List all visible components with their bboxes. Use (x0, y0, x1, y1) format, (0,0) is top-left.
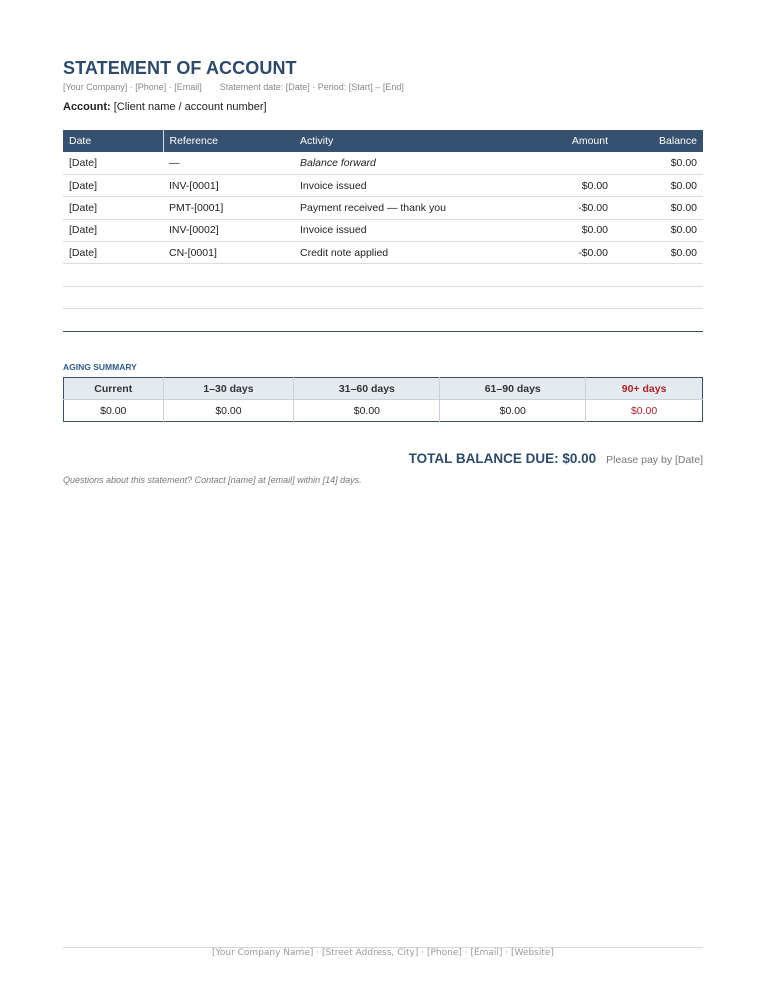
aging-col-31-60: 31–60 days (294, 378, 440, 400)
account-line (63, 101, 267, 113)
ledger-header-row (63, 130, 703, 152)
table-row (63, 152, 703, 174)
aging-value-90-plus: $0.00 (586, 400, 703, 422)
cell-reference: INV-[0002] (163, 219, 294, 241)
empty-row (63, 286, 703, 308)
cell-reference: INV-[0001] (163, 174, 294, 196)
cell-amount: -$0.00 (524, 197, 614, 219)
page-footer: [Your Company Name] · [Street Address, City] · [Phone] · [Email] · [Website] (212, 948, 554, 958)
cell-activity: Invoice issued (294, 219, 524, 241)
cell-activity: Balance forward (294, 152, 524, 174)
table-row (63, 197, 703, 219)
table-row (63, 174, 703, 196)
contact-note: Questions about this statement? Contact [name] at [email] within [14] days. (63, 475, 362, 485)
aging-value-31-60: $0.00 (294, 400, 440, 422)
ledger-bottom-rule (63, 331, 703, 332)
aging-summary-title: AGING SUMMARY (63, 362, 137, 372)
col-amount: Amount (524, 130, 614, 152)
empty-row (63, 264, 703, 286)
header-meta (63, 82, 404, 92)
aging-value-61-90: $0.00 (440, 400, 586, 422)
cell-reference: — (163, 152, 294, 174)
cell-amount: $0.00 (524, 174, 614, 196)
cell-reference: PMT-[0001] (163, 197, 294, 219)
cell-activity: Payment received — thank you (294, 197, 524, 219)
table-row (63, 242, 703, 264)
cell-amount (524, 152, 614, 174)
aging-header-row (64, 378, 703, 400)
cell-amount: $0.00 (524, 219, 614, 241)
aging-values-row (64, 400, 703, 422)
cell-activity: Invoice issued (294, 174, 524, 196)
total-balance-row (409, 450, 703, 468)
col-balance: Balance (614, 130, 703, 152)
company-contact-line: [Your Company] · [Phone] · [Email] (63, 82, 202, 92)
cell-date: [Date] (63, 197, 163, 219)
account-label: Account: (63, 101, 111, 113)
cell-balance: $0.00 (614, 152, 703, 174)
cell-date: [Date] (63, 152, 163, 174)
table-row (63, 219, 703, 241)
cell-date: [Date] (63, 219, 163, 241)
pay-by-date: Please pay by [Date] (606, 454, 703, 466)
statement-page (63, 0, 703, 990)
cell-reference: CN-[0001] (163, 242, 294, 264)
page-title: STATEMENT OF ACCOUNT (63, 58, 297, 78)
ledger-table (63, 130, 703, 331)
aging-col-61-90: 61–90 days (440, 378, 586, 400)
col-reference: Reference (163, 130, 294, 152)
col-activity: Activity (294, 130, 524, 152)
aging-value-1-30: $0.00 (163, 400, 294, 422)
aging-col-1-30: 1–30 days (163, 378, 294, 400)
cell-date: [Date] (63, 174, 163, 196)
empty-row (63, 309, 703, 331)
cell-activity: Credit note applied (294, 242, 524, 264)
aging-col-current: Current (64, 378, 164, 400)
aging-summary-table (63, 377, 703, 422)
col-date: Date (63, 130, 163, 152)
cell-date: [Date] (63, 242, 163, 264)
total-balance-due: TOTAL BALANCE DUE: $0.00 (408, 451, 597, 466)
cell-balance: $0.00 (614, 242, 703, 264)
cell-balance: $0.00 (614, 219, 703, 241)
aging-value-current: $0.00 (64, 400, 164, 422)
cell-balance: $0.00 (614, 174, 703, 196)
cell-amount: -$0.00 (524, 242, 614, 264)
aging-col-90-plus: 90+ days (586, 378, 703, 400)
statement-date-line: Statement date: [Date] · Period: [Start] – [End] (219, 82, 404, 92)
account-value: [Client name / account number] (113, 101, 267, 113)
cell-balance: $0.00 (614, 197, 703, 219)
